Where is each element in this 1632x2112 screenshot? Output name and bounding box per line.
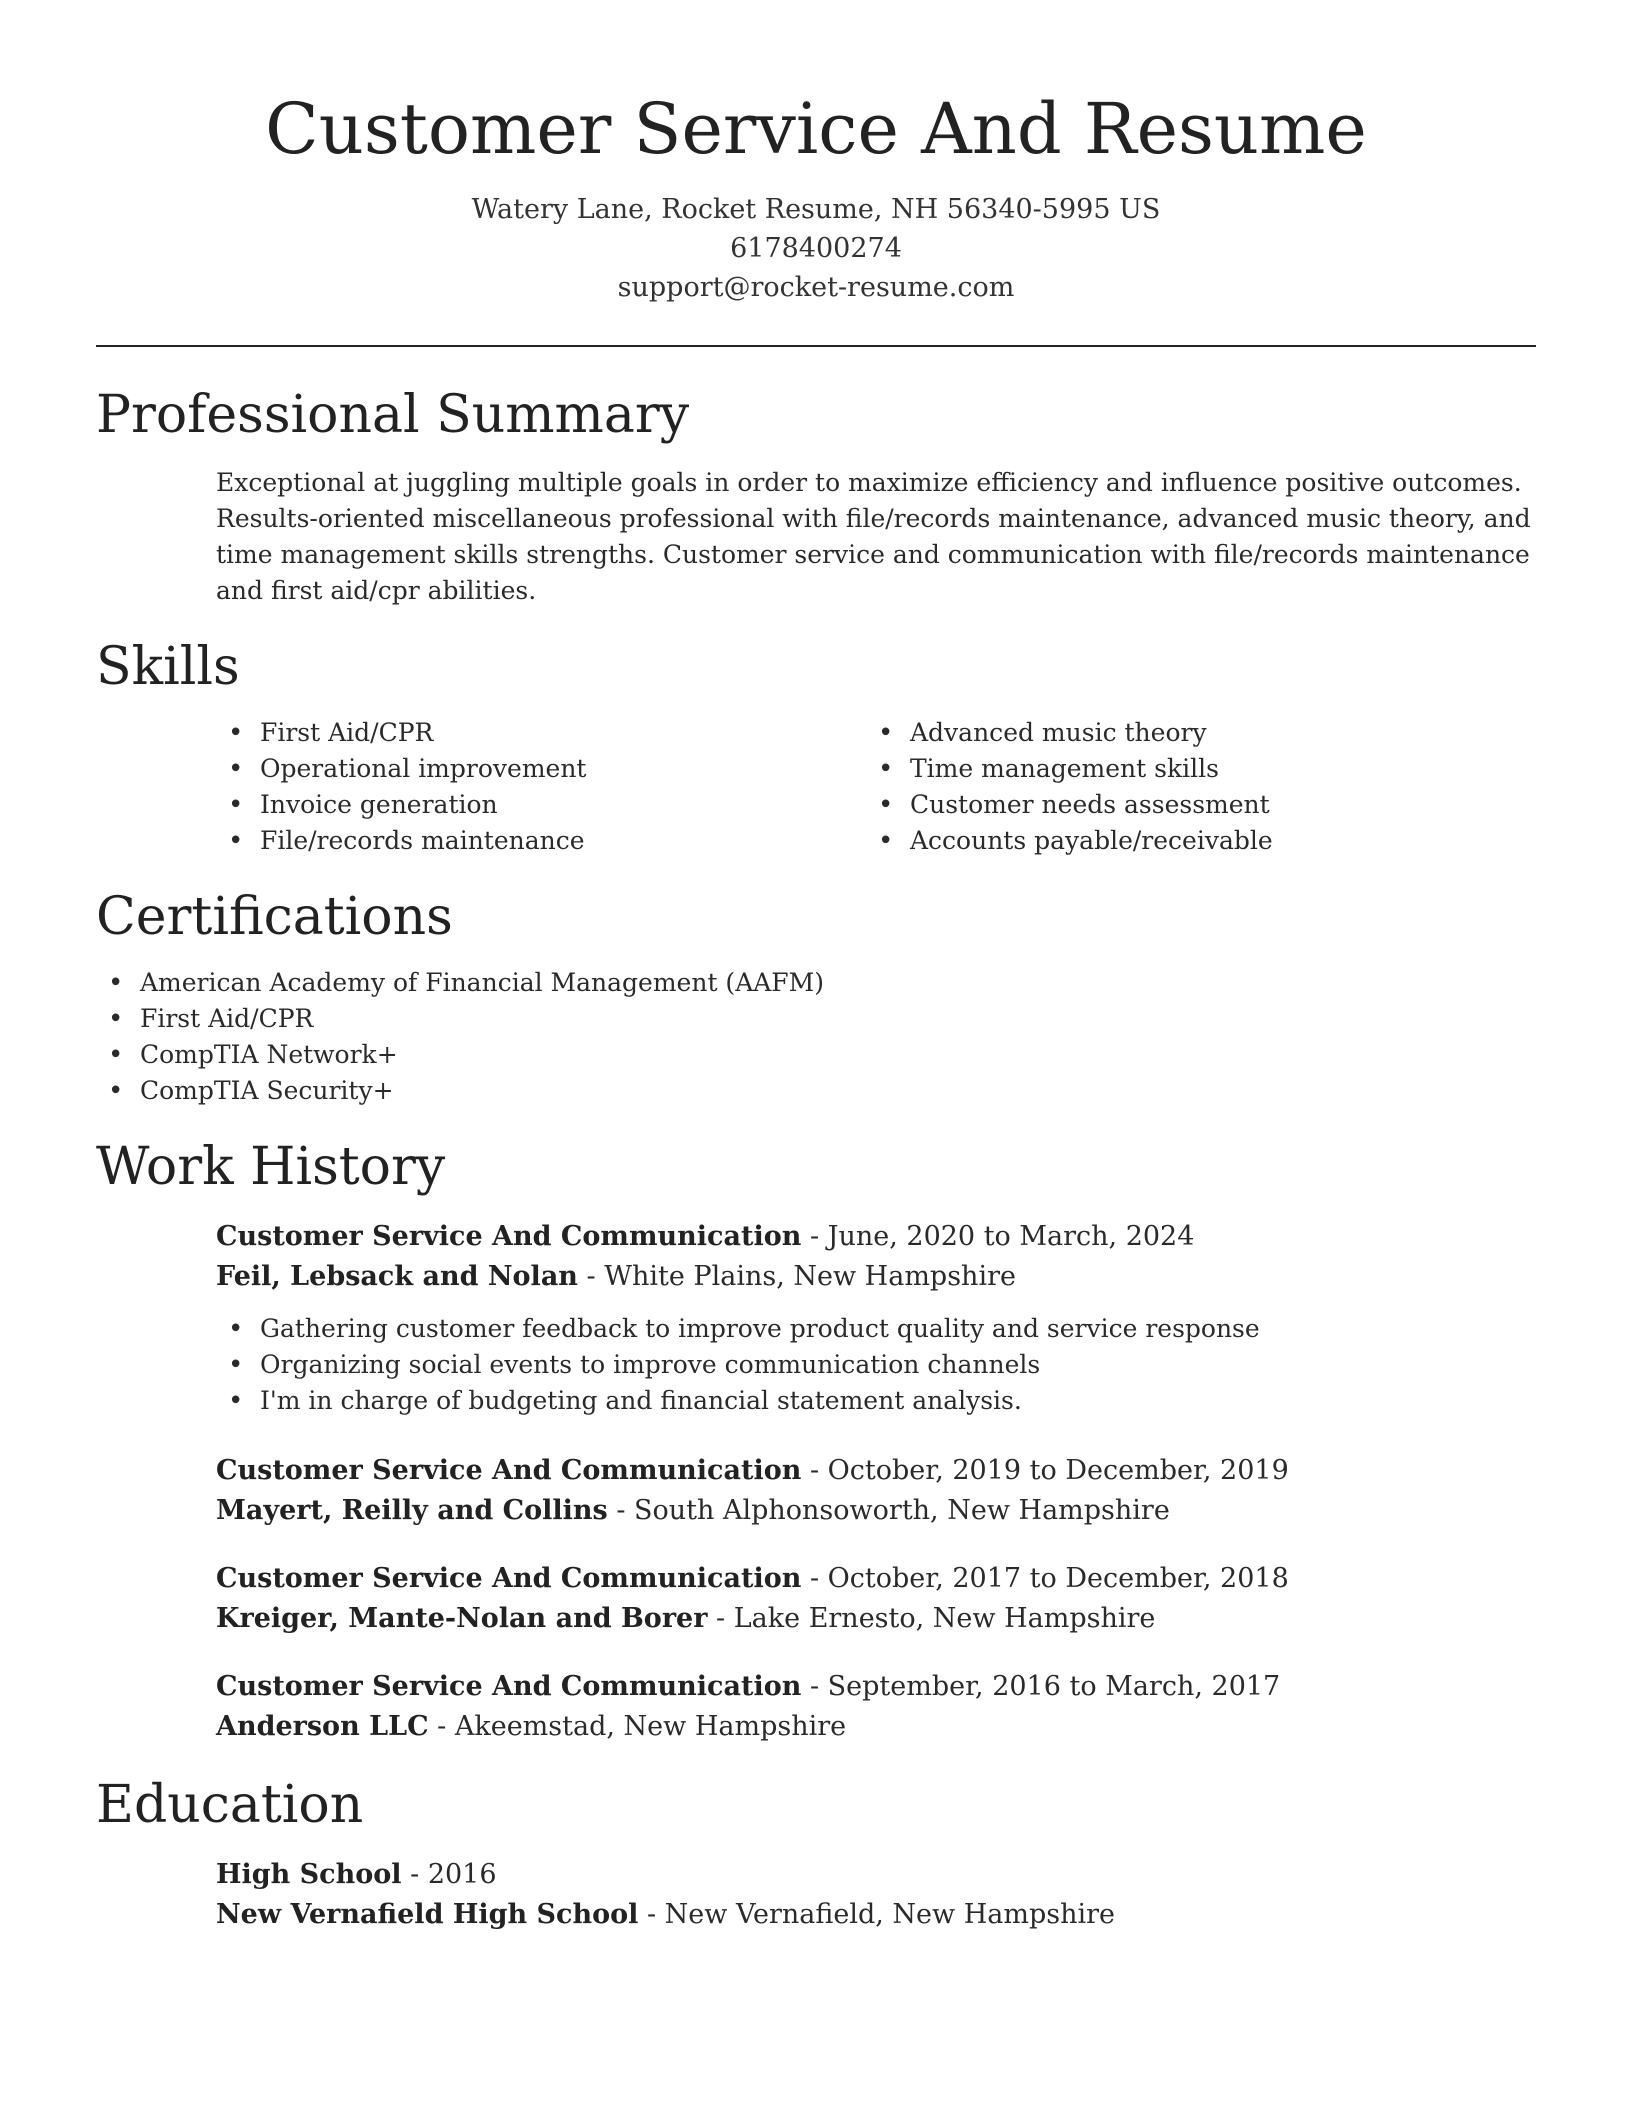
header-divider xyxy=(96,345,1536,347)
education-section xyxy=(96,1773,1536,1935)
skill-item: • Customer needs assessment xyxy=(866,787,1516,823)
certification-item: • CompTIA Security+ xyxy=(96,1073,1536,1109)
job-duty-item: • I'm in charge of budgeting and financial statement analysis. xyxy=(216,1383,1536,1419)
skill-item: • Advanced music theory xyxy=(866,715,1516,751)
skills-grid xyxy=(216,715,1536,859)
work-history-title: Work History xyxy=(96,1137,446,1197)
job-duty-item: • Gathering customer feedback to improve product quality and service response xyxy=(216,1311,1536,1347)
certification-item: • American Academy of Financial Management (AAFM) xyxy=(96,965,1536,1001)
skill-item: • Invoice generation xyxy=(216,787,866,823)
job-location: - Akeemstad, New Hampshire xyxy=(428,1711,847,1742)
skill-item: • Time management skills xyxy=(866,751,1516,787)
certifications-list xyxy=(96,965,1536,1109)
summary-section xyxy=(96,383,1536,609)
job-role-line xyxy=(216,1451,1536,1491)
education-degree: High School xyxy=(216,1859,402,1890)
job-company-line xyxy=(216,1599,1536,1639)
job-role: Customer Service And Communication xyxy=(216,1221,802,1252)
education-title: Education xyxy=(96,1775,364,1835)
job-company-line xyxy=(216,1491,1536,1531)
education-school-line xyxy=(216,1895,1536,1935)
job-location: - White Plains, New Hampshire xyxy=(577,1261,1016,1292)
certification-item: • CompTIA Network+ xyxy=(96,1037,1536,1073)
summary-text: Exceptional at juggling multiple goals in order to maximize efficiency and influence positive outcomes. Results-oriented miscellaneous professional with file/records maintenance, advanced music theory, and time management skills strengths. Customer service and communication with file/records maintenance and first aid/cpr abilities. xyxy=(216,468,1531,605)
skills-title: Skills xyxy=(96,637,240,697)
job-dates: - June, 2020 to March, 2024 xyxy=(801,1221,1195,1252)
job-duties-list xyxy=(216,1311,1536,1419)
address-text: Watery Lane, Rocket Resume, NH 56340-5995 US xyxy=(471,194,1161,225)
job-role: Customer Service And Communication xyxy=(216,1671,802,1702)
job-company: Feil, Lebsack and Nolan xyxy=(216,1261,578,1292)
skills-section xyxy=(96,635,1536,859)
skill-item: • Accounts payable/receivable xyxy=(866,823,1516,859)
education-school: New Vernafield High School xyxy=(216,1899,639,1930)
job-role-line xyxy=(216,1217,1536,1257)
job-role: Customer Service And Communication xyxy=(216,1563,802,1594)
job-dates: - October, 2019 to December, 2019 xyxy=(801,1455,1289,1486)
work-history-section xyxy=(96,1135,1536,1747)
skill-item: • Operational improvement xyxy=(216,751,866,787)
skills-list-left xyxy=(216,715,866,859)
job-duty-item: • Organizing social events to improve communication channels xyxy=(216,1347,1536,1383)
education-location: - New Vernafield, New Hampshire xyxy=(638,1899,1116,1930)
job-dates: - October, 2017 to December, 2018 xyxy=(801,1563,1289,1594)
job-entry xyxy=(216,1559,1536,1639)
job-role-line xyxy=(216,1667,1536,1707)
job-company-line xyxy=(216,1257,1536,1297)
resume-header xyxy=(0,0,1632,307)
job-location: - South Alphonsoworth, New Hampshire xyxy=(607,1495,1170,1526)
summary-title: Professional Summary xyxy=(96,385,690,445)
skills-list-right xyxy=(866,715,1516,859)
candidate-name: Customer Service And Resume xyxy=(265,88,1367,170)
job-entry xyxy=(216,1217,1536,1419)
contact-info xyxy=(0,190,1632,307)
job-company: Kreiger, Mante-Nolan and Borer xyxy=(216,1603,708,1634)
skill-item: • File/records maintenance xyxy=(216,823,866,859)
certifications-title: Certifications xyxy=(96,887,453,947)
job-role-line xyxy=(216,1559,1536,1599)
job-company-line xyxy=(216,1707,1536,1747)
skill-item: • First Aid/CPR xyxy=(216,715,866,751)
job-company: Anderson LLC xyxy=(216,1711,429,1742)
phone-text: 6178400274 xyxy=(730,233,902,264)
education-year: - 2016 xyxy=(401,1859,497,1890)
job-role: Customer Service And Communication xyxy=(216,1455,802,1486)
job-dates: - September, 2016 to March, 2017 xyxy=(801,1671,1281,1702)
education-degree-line xyxy=(216,1855,1536,1895)
certifications-section xyxy=(96,885,1536,1109)
job-entry xyxy=(216,1667,1536,1747)
email-text: support@rocket-resume.com xyxy=(617,272,1015,303)
job-company: Mayert, Reilly and Collins xyxy=(216,1495,608,1526)
certification-item: • First Aid/CPR xyxy=(96,1001,1536,1037)
job-location: - Lake Ernesto, New Hampshire xyxy=(707,1603,1156,1634)
job-entry xyxy=(216,1451,1536,1531)
education-entry xyxy=(216,1855,1536,1935)
